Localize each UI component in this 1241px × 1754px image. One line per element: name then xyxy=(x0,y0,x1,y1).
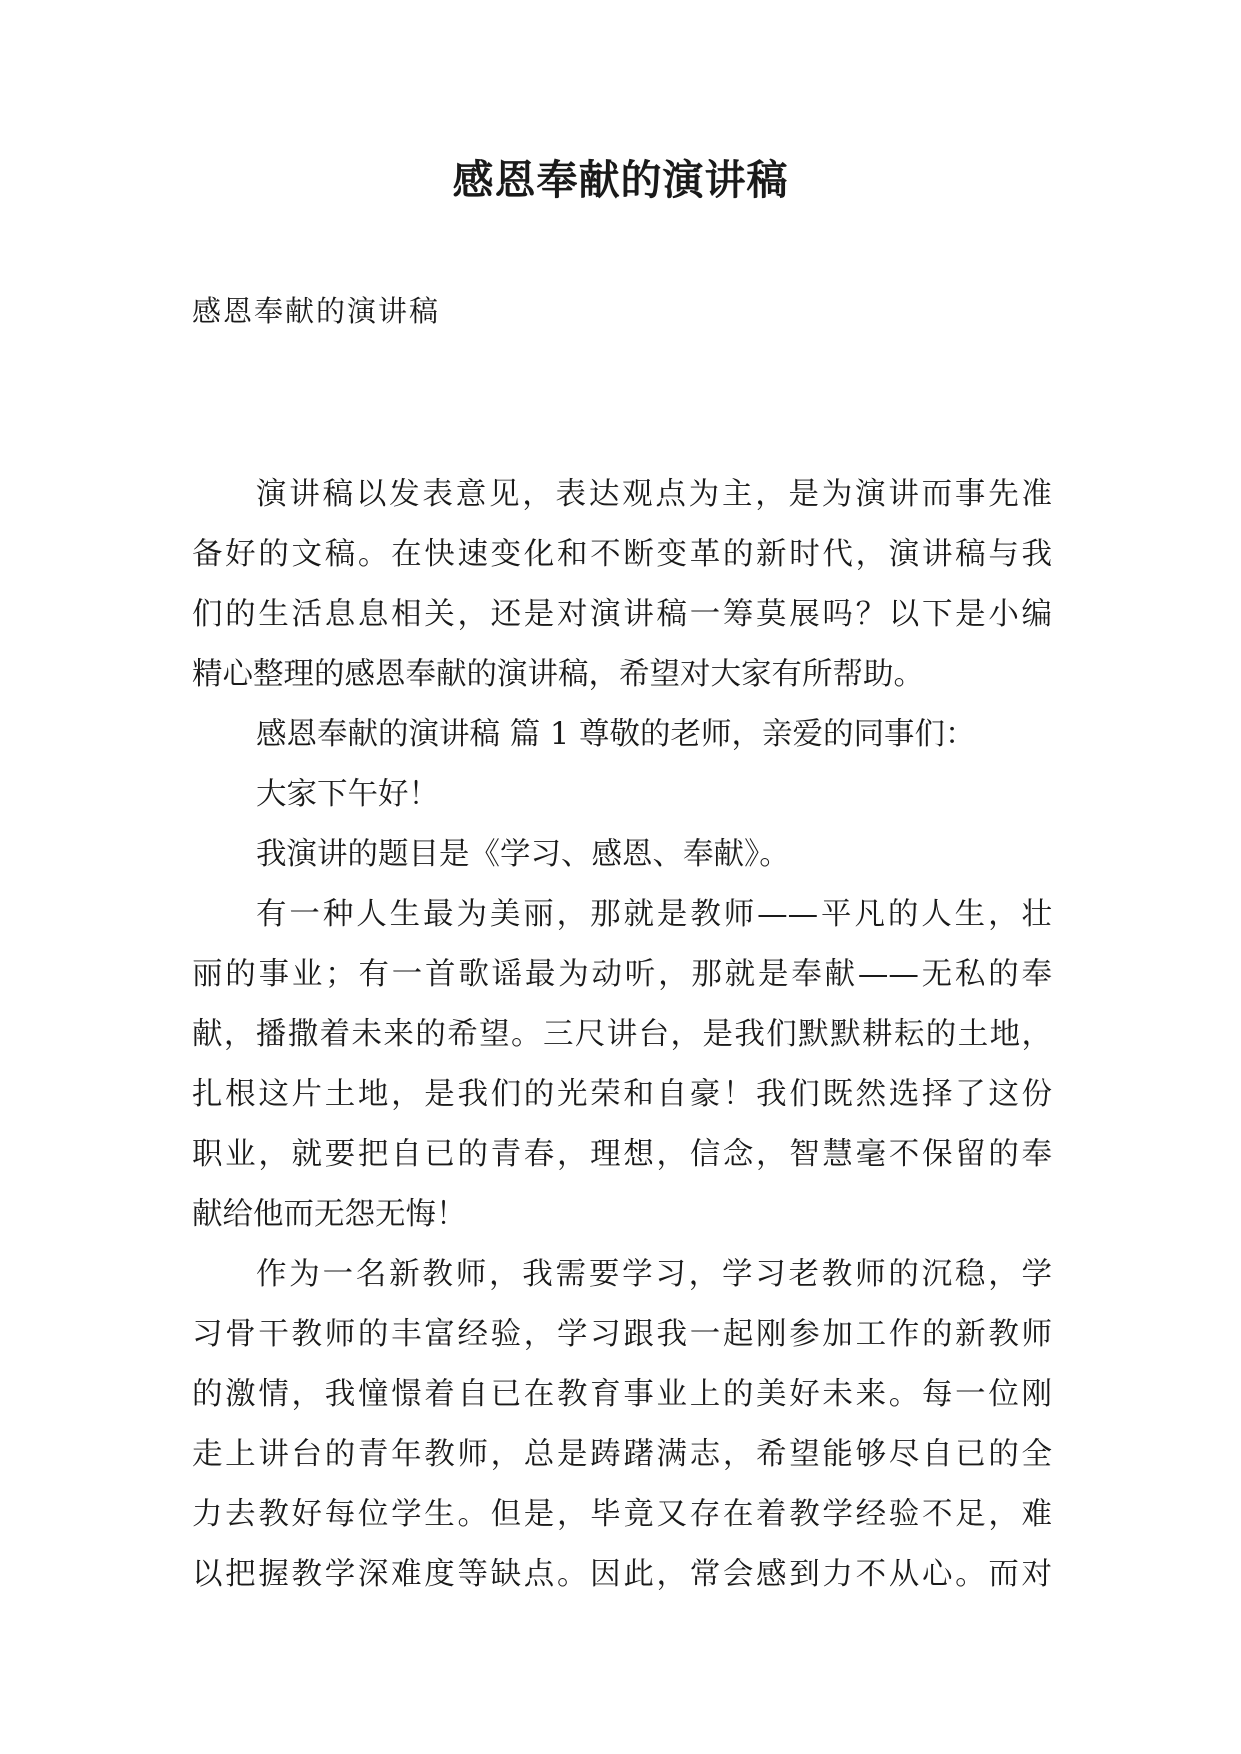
body-text-line: 有一种人生最为美丽，那就是教师——平凡的人生，壮 xyxy=(256,897,1052,932)
body-text-line: 我演讲的题目是《学习、感恩、奉献》。 xyxy=(256,837,790,872)
body-text-line: 作为一名新教师，我需要学习，学习老教师的沉稳，学 xyxy=(256,1257,1052,1292)
body-text-line: 丽的事业；有一首歌谣最为动听，那就是奉献——无私的奉 xyxy=(192,957,1052,992)
body-text-line: 献，播撒着未来的希望。三尺讲台，是我们默默耕耘的土地， xyxy=(192,1017,1052,1052)
body-text-line: 精心整理的感恩奉献的演讲稿，希望对大家有所帮助。 xyxy=(192,657,924,692)
document-subtitle: 感恩奉献的演讲稿 xyxy=(192,294,441,328)
body-text-line: 力去教好每位学生。但是，毕竟又存在着教学经验不足，难 xyxy=(192,1497,1052,1532)
document-body xyxy=(192,465,1052,1605)
body-text-line: 扎根这片土地，是我们的光荣和自豪！我们既然选择了这份 xyxy=(192,1077,1052,1112)
body-text-line: 职业，就要把自已的青春，理想，信念，智慧毫不保留的奉 xyxy=(192,1137,1052,1172)
body-text-line: 习骨干教师的丰富经验，学习跟我一起刚参加工作的新教师 xyxy=(192,1317,1052,1352)
body-text-line: 的激情，我憧憬着自已在教育事业上的美好未来。每一位刚 xyxy=(192,1377,1052,1412)
body-text-line: 演讲稿以发表意见，表达观点为主，是为演讲而事先准 xyxy=(256,477,1052,512)
body-text-line: 走上讲台的青年教师，总是踌躇满志，希望能够尽自已的全 xyxy=(192,1437,1052,1472)
body-text-line: 以把握教学深难度等缺点。因此，常会感到力不从心。而对 xyxy=(192,1557,1052,1592)
body-text-line: 大家下午好！ xyxy=(256,777,439,812)
body-text-line: 备好的文稿。在快速变化和不断变革的新时代，演讲稿与我 xyxy=(192,537,1052,572)
body-text-line: 们的生活息息相关，还是对演讲稿一筹莫展吗？以下是小编 xyxy=(192,597,1052,632)
document-title: 感恩奉献的演讲稿 xyxy=(452,156,789,204)
body-text-line: 感恩奉献的演讲稿 篇 1 尊敬的老师，亲爱的同事们： xyxy=(256,717,976,752)
body-text-line: 献给他而无怨无悔！ xyxy=(192,1197,467,1232)
